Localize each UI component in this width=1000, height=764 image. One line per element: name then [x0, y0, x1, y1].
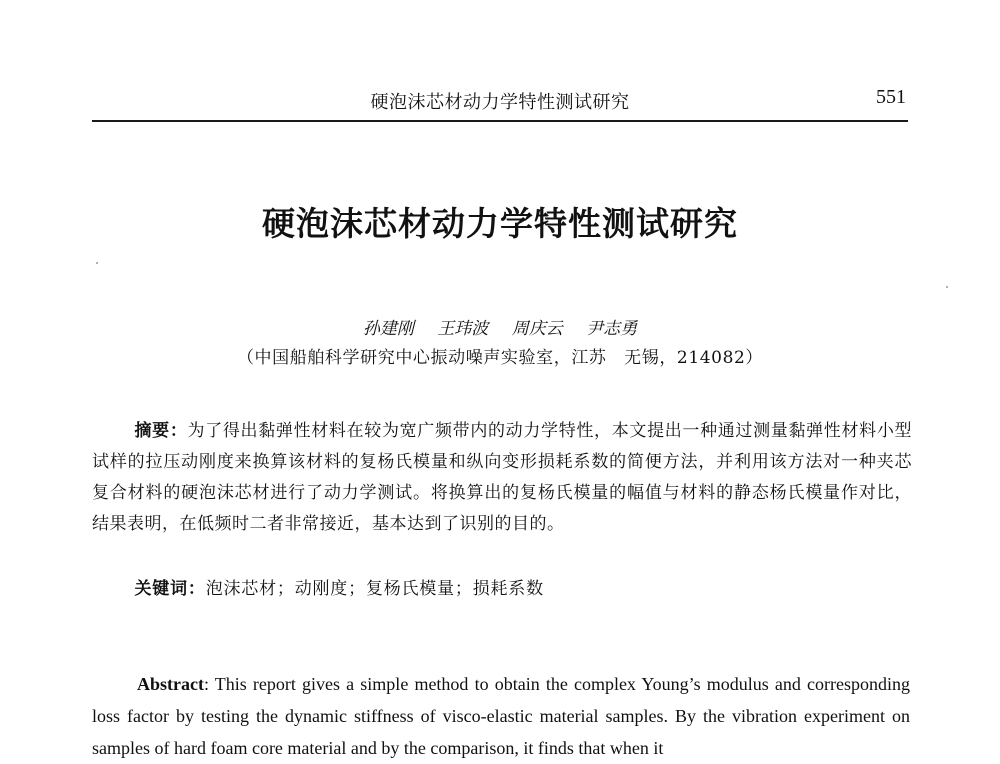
affiliation: （中国船舶科学研究中心振动噪声实验室，江苏 无锡，214082） [236, 348, 764, 368]
abstract-label: 摘要： [134, 421, 188, 441]
abstract-en-text: This report gives a simple method to obtain the complex Young’s modulus and corresponding loss factor by testing the dynamic stiffness of visco-elastic material samples. By the vibration experiment on samples of hard foam core material and by the comparison, it finds that when it [92, 674, 910, 758]
abstract-text: 为了得出黏弹性材料在较为宽广频带内的动力学特性，本文提出一种通过测量黏弹性材料小型试样的拉压动刚度来换算该材料的复杨氏模量和纵向变形损耗系数的简便方法，并利用该方法对一种夹芯复合材料的硬泡沫芯材进行了动力学测试。将换算出的复杨氏模量的幅值与材料的静态杨氏模量作对比，结果表明，在低频时二者非常接近，基本达到了识别的目的。 [92, 421, 913, 534]
abstract-english [92, 668, 910, 764]
keywords-text: 泡沫芯材；动刚度；复杨氏模量；损耗系数 [205, 579, 544, 599]
running-title: 硬泡沫芯材动力学特性测试研究 [370, 92, 630, 113]
author-name: 周庆云 [511, 319, 563, 339]
keywords-chinese [92, 574, 912, 599]
keywords-label: 关键词： [134, 579, 206, 599]
page-number: 551 [876, 86, 906, 108]
abstract-chinese [92, 416, 912, 540]
author-name: 孙建刚 [362, 319, 414, 339]
scan-mark [96, 262, 98, 264]
abstract-en-label: Abstract [137, 674, 204, 694]
scan-mark [946, 286, 948, 288]
paper-title: 硬泡沫芯材动力学特性测试研究 [262, 204, 738, 243]
running-header [92, 86, 908, 122]
author-list [0, 314, 1000, 339]
author-name: 尹志勇 [586, 319, 638, 339]
author-name: 王玮波 [437, 319, 489, 339]
abstract-en-separator: : [203, 674, 215, 694]
